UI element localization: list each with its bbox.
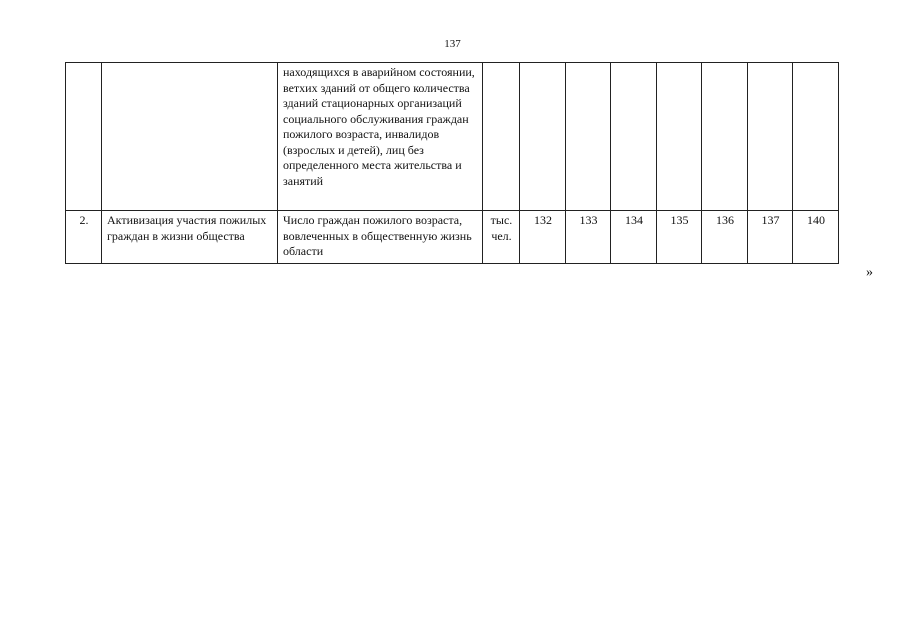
value-cell — [657, 63, 702, 211]
value-cell: 137 — [748, 211, 793, 264]
value-cell — [793, 63, 839, 211]
row-number-cell: 2. — [66, 211, 102, 264]
unit-cell: тыс. чел. — [483, 211, 520, 264]
value-cell: 135 — [657, 211, 702, 264]
value-cell: 134 — [611, 211, 657, 264]
closing-quote: » — [866, 265, 873, 280]
indicator-cell: находящихся в аварийном состоянии, ветхих зданий от общего количества зданий стационарных организаций социального обслуживания граждан пожилого возраста, инвалидов (взрослых и детей), лиц без определенного места жительства и занятий — [278, 63, 483, 211]
value-cell: 133 — [566, 211, 611, 264]
table-row — [66, 211, 839, 264]
value-cell — [611, 63, 657, 211]
value-cell: 136 — [702, 211, 748, 264]
value-cell — [566, 63, 611, 211]
table-row — [66, 63, 839, 211]
goal-cell: Активизация участия пожилых граждан в жизни общества — [102, 211, 278, 264]
row-number-cell — [66, 63, 102, 211]
value-cell — [520, 63, 566, 211]
goal-cell — [102, 63, 278, 211]
indicators-table — [65, 62, 839, 264]
value-cell: 140 — [793, 211, 839, 264]
value-cell: 132 — [520, 211, 566, 264]
indicator-cell: Число граждан пожилого возраста, вовлеченных в общественную жизнь области — [278, 211, 483, 264]
unit-cell — [483, 63, 520, 211]
page-number: 137 — [444, 38, 461, 50]
value-cell — [748, 63, 793, 211]
value-cell — [702, 63, 748, 211]
